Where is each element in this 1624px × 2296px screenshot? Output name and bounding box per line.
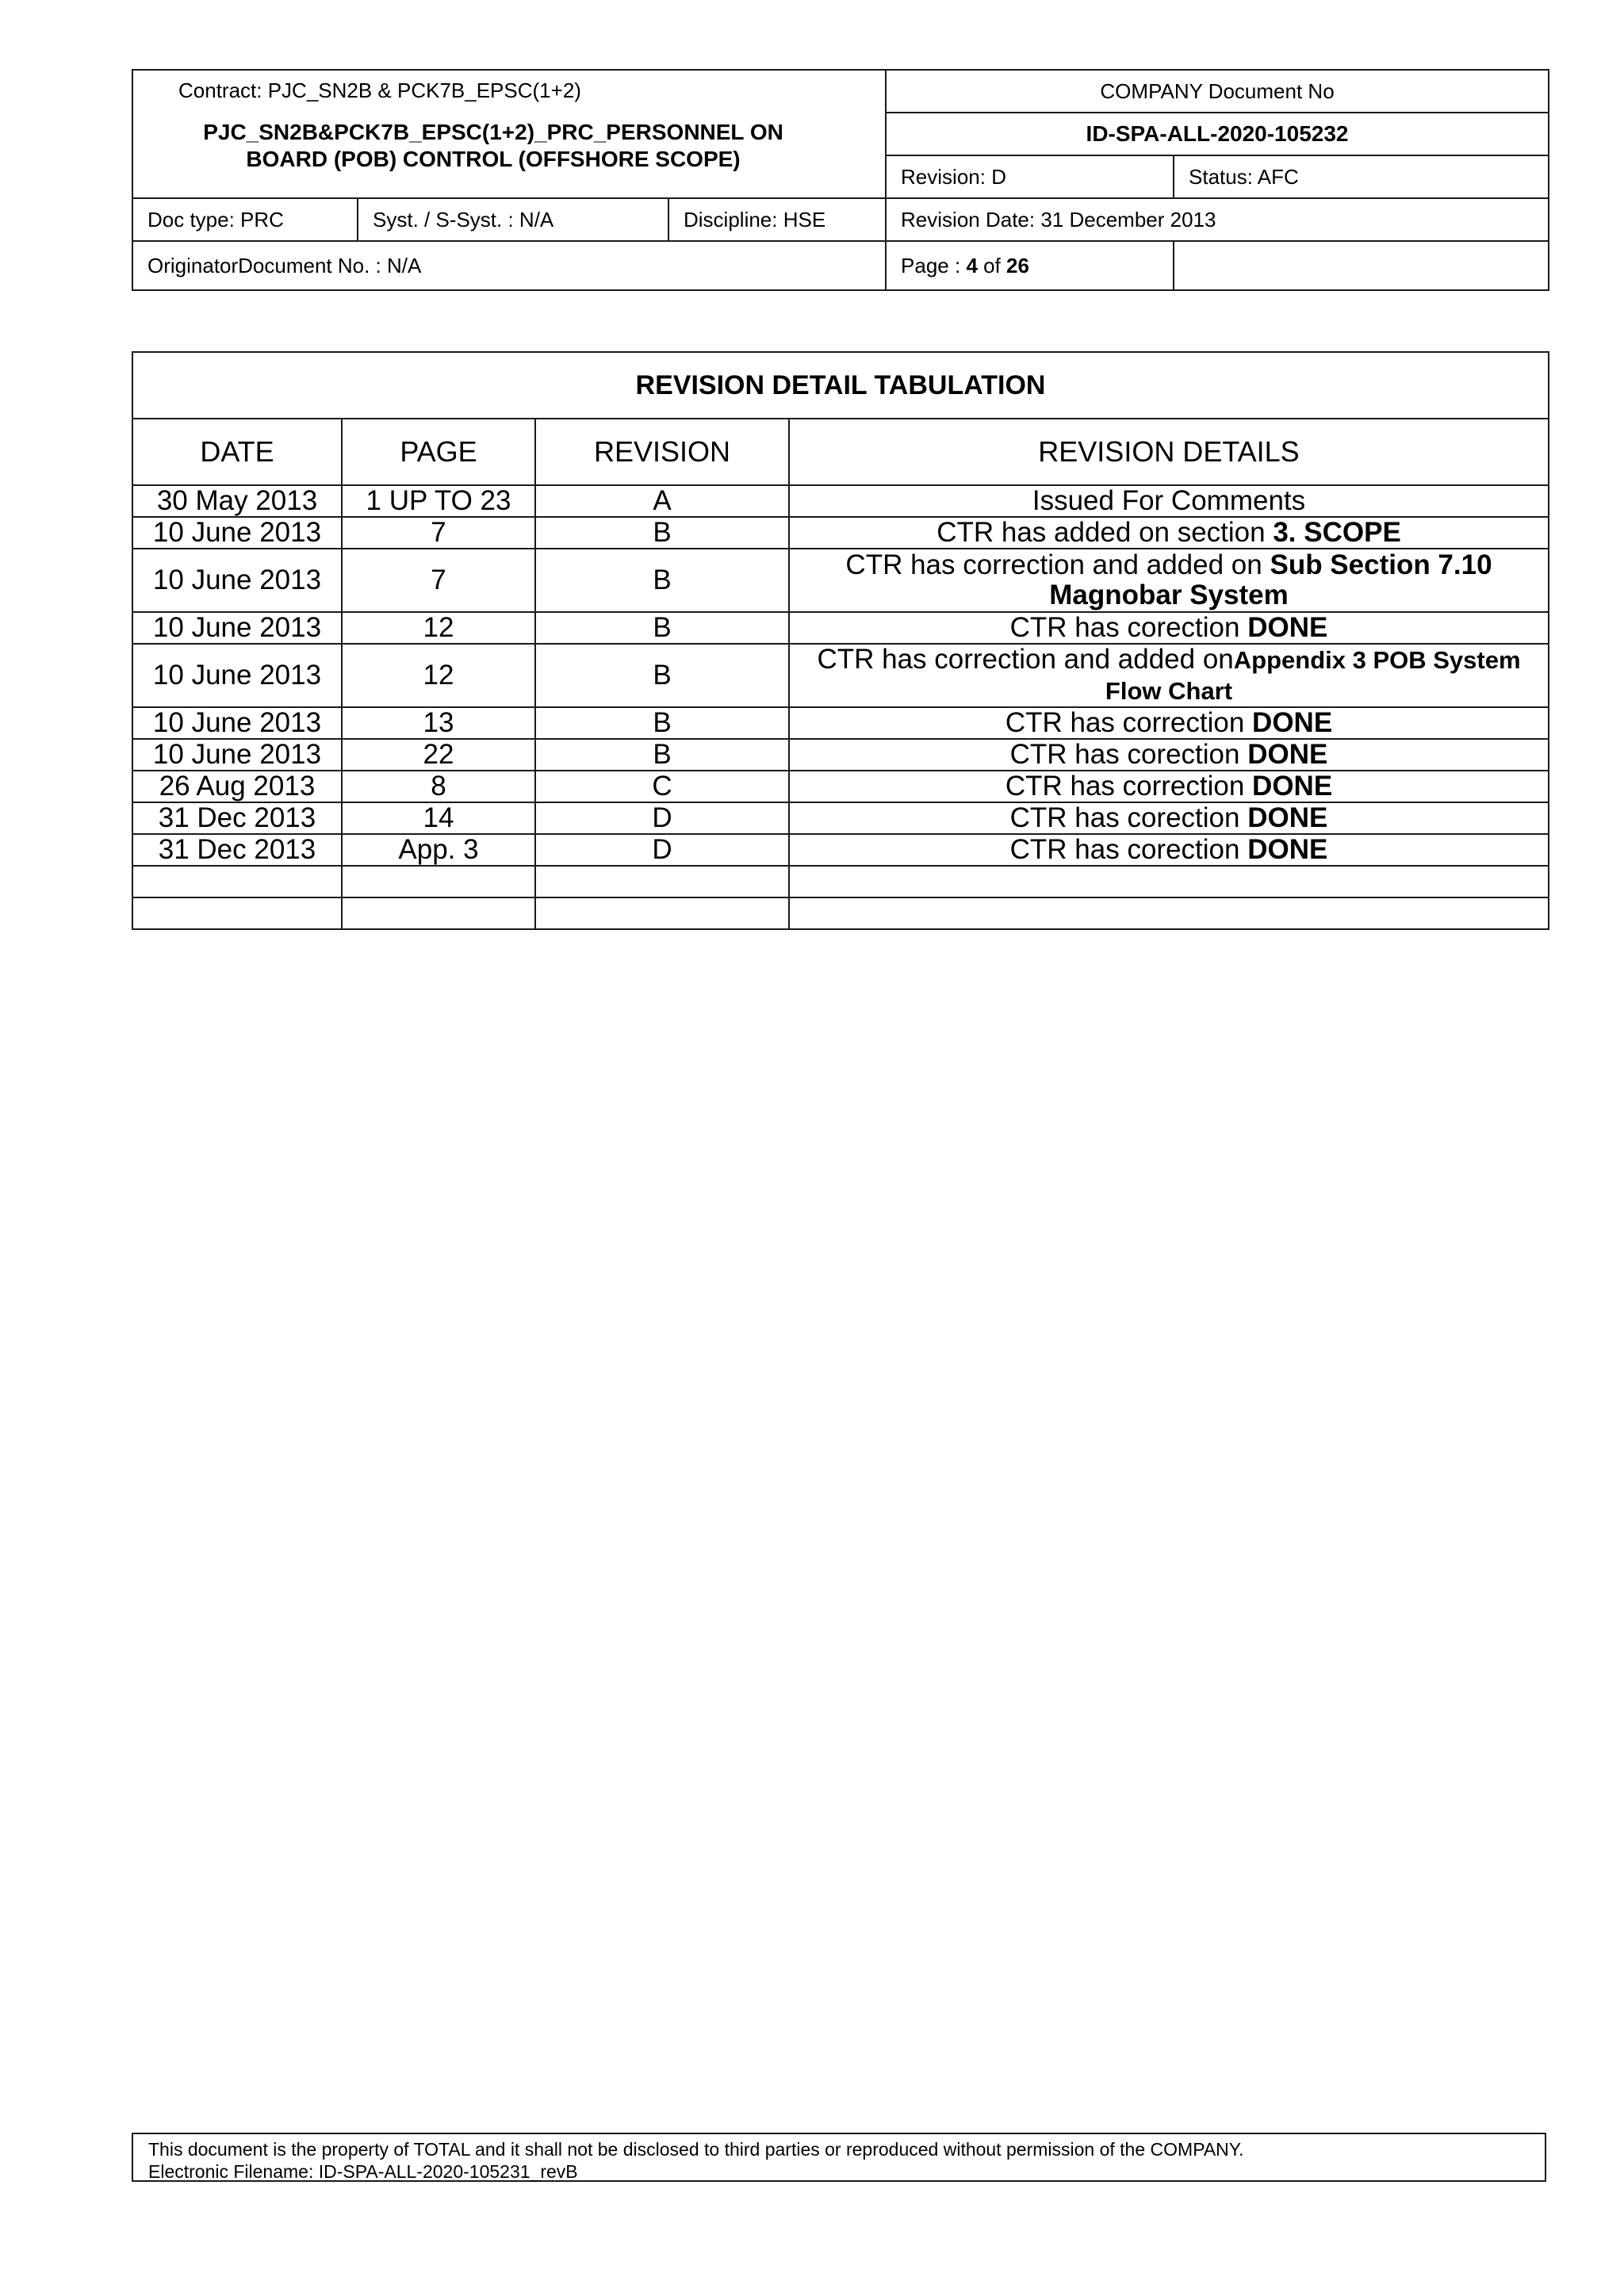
empty-cell	[342, 897, 535, 929]
row-revision: D	[535, 802, 789, 834]
row-date: 10 June 2013	[132, 739, 342, 771]
details-text: CTR has correction and added on	[845, 549, 1270, 580]
details-bold: Appendix 3 POB System	[1233, 646, 1521, 674]
row-details	[789, 802, 1549, 834]
details-text: Issued For Comments	[1032, 485, 1306, 516]
row-revision: B	[535, 739, 789, 771]
table-row-empty	[132, 897, 1549, 929]
revision-field: Revision: D	[886, 155, 1174, 198]
empty-cell	[789, 897, 1549, 929]
row-details	[789, 707, 1549, 739]
table-row-empty	[132, 866, 1549, 897]
doc-type-field: Doc type: PRC	[132, 198, 358, 241]
company-doc-number: ID-SPA-ALL-2020-105232	[886, 113, 1549, 155]
status-field: Status: AFC	[1174, 155, 1549, 198]
row-revision: D	[535, 834, 789, 866]
column-header-details: REVISION DETAILS	[789, 419, 1549, 485]
row-details	[789, 549, 1549, 612]
table-row	[132, 485, 1549, 517]
details-text: CTR has correction and added on	[817, 644, 1234, 675]
row-page: 1 UP TO 23	[342, 485, 535, 517]
revision-table	[132, 351, 1549, 930]
row-page: 13	[342, 707, 535, 739]
title-block	[132, 70, 886, 198]
table-row	[132, 549, 1549, 612]
column-header-date: DATE	[132, 419, 342, 485]
row-page: 8	[342, 771, 535, 802]
row-page: 22	[342, 739, 535, 771]
row-date: 26 Aug 2013	[132, 771, 342, 802]
column-header-revision: REVISION	[535, 419, 789, 485]
row-page: 7	[342, 517, 535, 549]
electronic-filename: Electronic Filename: ID-SPA-ALL-2020-105231_revB	[148, 2161, 578, 2182]
row-date: 31 Dec 2013	[132, 834, 342, 866]
table-row	[132, 644, 1549, 707]
empty-cell	[789, 866, 1549, 897]
row-details	[789, 485, 1549, 517]
table-row	[132, 834, 1549, 866]
table-row	[132, 707, 1549, 739]
page-prefix: Page :	[901, 253, 967, 277]
row-date: 30 May 2013	[132, 485, 342, 517]
page-number-field	[886, 241, 1174, 290]
row-date: 10 June 2013	[132, 549, 342, 612]
details-bold: DONE	[1247, 612, 1328, 643]
row-page: 14	[342, 802, 535, 834]
document-footer	[132, 2133, 1546, 2182]
page-current: 4	[966, 253, 978, 277]
empty-cell	[132, 866, 342, 897]
row-details	[789, 739, 1549, 771]
row-date: 10 June 2013	[132, 612, 342, 644]
property-notice: This document is the property of TOTAL and it shall not be disclosed to third parties or reproduced without permission of the COMPANY.	[148, 2139, 1244, 2160]
system-field: Syst. / S-Syst. : N/A	[358, 198, 668, 241]
row-page: 12	[342, 644, 535, 707]
row-date: 10 June 2013	[132, 517, 342, 549]
row-revision: B	[535, 644, 789, 707]
table-row	[132, 612, 1549, 644]
details-bold: DONE	[1247, 834, 1328, 865]
details-bold: DONE	[1247, 802, 1328, 833]
row-details	[789, 771, 1549, 802]
blank-cell	[1174, 241, 1549, 290]
row-date: 10 June 2013	[132, 644, 342, 707]
row-date: 31 Dec 2013	[132, 802, 342, 834]
table-row	[132, 739, 1549, 771]
details-text: CTR has corection	[1009, 612, 1248, 643]
originator-doc-field: OriginatorDocument No. : N/A	[132, 241, 886, 290]
row-revision: C	[535, 771, 789, 802]
row-page: 7	[342, 549, 535, 612]
details-bold-line2: Flow Chart	[1105, 677, 1233, 705]
empty-cell	[535, 866, 789, 897]
discipline-field: Discipline: HSE	[668, 198, 886, 241]
page-of: of	[977, 253, 1007, 277]
row-revision: B	[535, 707, 789, 739]
details-bold: 3. SCOPE	[1273, 517, 1401, 548]
details-bold: DONE	[1252, 771, 1333, 802]
details-text: CTR has corection	[1009, 802, 1248, 833]
table-row	[132, 771, 1549, 802]
details-bold: Sub Section 7.10	[1270, 549, 1492, 580]
row-page: 12	[342, 612, 535, 644]
row-details	[789, 612, 1549, 644]
empty-cell	[535, 897, 789, 929]
details-text: CTR has correction	[1005, 771, 1253, 802]
revision-date-field: Revision Date: 31 December 2013	[886, 198, 1549, 241]
row-revision: A	[535, 485, 789, 517]
row-revision: B	[535, 612, 789, 644]
details-text: CTR has corection	[1009, 739, 1248, 770]
details-bold: DONE	[1252, 707, 1333, 738]
table-row	[132, 802, 1549, 834]
company-doc-label: COMPANY Document No	[886, 70, 1549, 113]
document-header	[132, 69, 1549, 291]
row-revision: B	[535, 549, 789, 612]
details-bold-line2: Magnobar System	[1049, 580, 1289, 610]
page-total: 26	[1006, 253, 1029, 277]
table-row	[132, 517, 1549, 549]
row-details	[789, 517, 1549, 549]
details-text: CTR has correction	[1005, 707, 1253, 738]
contract-label: Contract: PJC_SN2B & PCK7B_EPSC(1+2)	[178, 78, 581, 102]
column-header-row	[132, 419, 1549, 485]
row-date: 10 June 2013	[132, 707, 342, 739]
empty-cell	[132, 897, 342, 929]
document-title-line1: PJC_SN2B&PCK7B_EPSC(1+2)_PRC_PERSONNEL ON	[203, 120, 783, 144]
document-title-line2: BOARD (POB) CONTROL (OFFSHORE SCOPE)	[246, 147, 741, 171]
empty-cell	[342, 866, 535, 897]
row-page: App. 3	[342, 834, 535, 866]
details-text: CTR has corection	[1009, 834, 1248, 865]
details-text: CTR has added on section	[936, 517, 1274, 548]
row-details	[789, 644, 1549, 707]
document-title	[133, 119, 885, 173]
column-header-page: PAGE	[342, 419, 535, 485]
row-revision: B	[535, 517, 789, 549]
row-details	[789, 834, 1549, 866]
details-bold: DONE	[1247, 739, 1328, 770]
revision-table-title: REVISION DETAIL TABULATION	[132, 352, 1549, 419]
